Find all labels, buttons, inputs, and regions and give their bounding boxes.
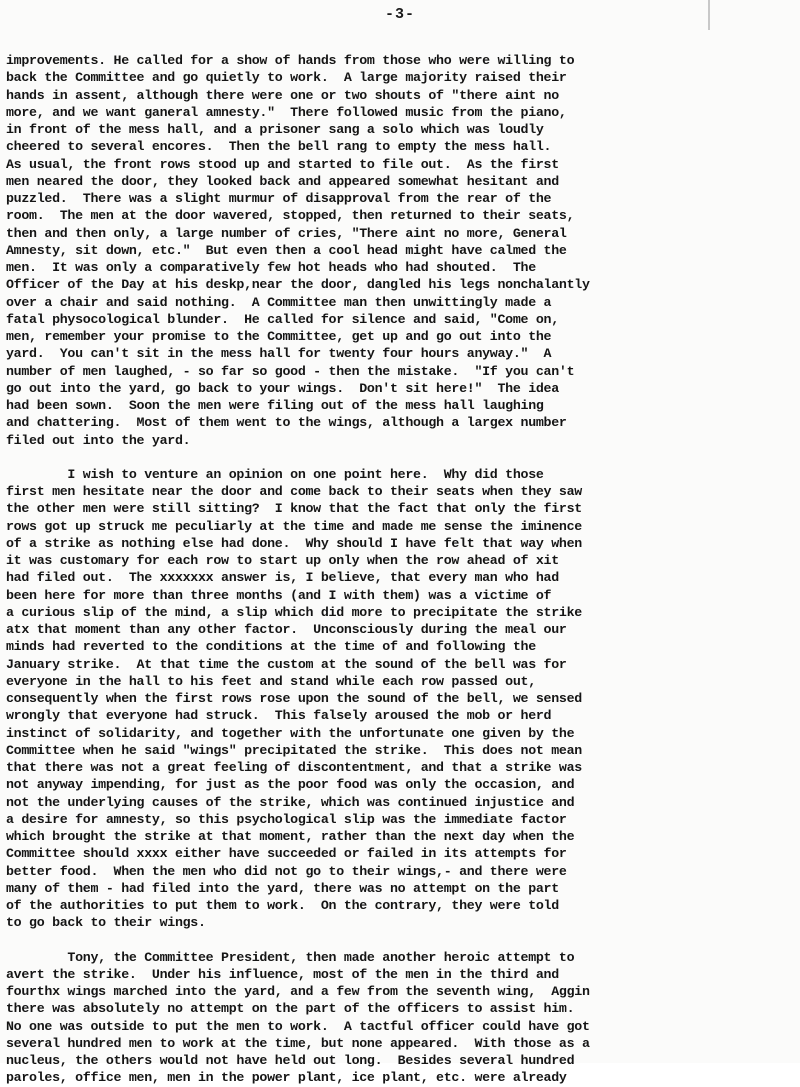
text-line: paroles, office men, men in the power plant, ice plant, etc. were already (6, 1070, 567, 1086)
text-line: puzzled. There was a slight murmur of disapproval from the rear of the (6, 191, 552, 206)
text-line: Officer of the Day at his deskp,near the door, dangled his legs nonchalantly (6, 277, 590, 293)
text-line: more, and we want ganeral amnesty." There followed music from the piano, (6, 104, 567, 120)
text-line: then and then only, a large number of cries, "There aint no more, General (6, 225, 567, 241)
text-line: room. The men at the door wavered, stopped, then returned to their seats, (6, 208, 575, 224)
text-line: wrongly that everyone had struck. This falsely aroused the mob or herd (6, 708, 552, 724)
text-line: in front of the mess hall, and a prisoner sang a solo which was loudly (6, 122, 544, 137)
text-line: everyone in the hall to his feet and stand while each row passed out, (6, 673, 536, 689)
text-line: instinct of solidarity, and together with the unfortunate one given by the (6, 725, 575, 741)
text-line: atx that moment than any other factor. Unconsciously during the meal our (6, 622, 567, 637)
paragraph (6, 949, 796, 1087)
text-line: go out into the yard, go back to your wings. Don't sit here!" The idea (6, 380, 559, 396)
text-line: over a chair and said nothing. A Committee man then unwittingly made a (6, 294, 552, 310)
text-line: improvements. He called for a show of hands from those who were willing to (6, 53, 575, 68)
text-line: men neared the door, they looked back and appeared somewhat hesitant and (6, 173, 559, 189)
text-line: avert the strike. Under his influence, most of the men in the third and (6, 966, 559, 982)
text-line: filed out into the yard. (6, 432, 191, 448)
text-line: to go back to their wings. (6, 915, 206, 931)
text-line: No one was outside to put the men to work. A tactful officer could have got (6, 1018, 590, 1034)
text-line: Committee when he said "wings" precipitated the strike. This does not mean (6, 742, 582, 758)
text-line: been here for more than three months (and I with them) was a victime of (6, 587, 552, 603)
text-line: there was absolutely no attempt on the part of the officers to assist him. (6, 1001, 575, 1017)
text-line: hands in assent, although there were one or two shouts of "there aint no (6, 87, 559, 103)
text-line: January strike. At that time the custom at the sound of the bell was for (6, 656, 567, 672)
text-line: better food. When the men who did not go to their wings,- and there were (6, 863, 567, 879)
text-line: first men hesitate near the door and come back to their seats when they saw (6, 484, 582, 499)
text-line: back the Committee and go quietly to work. A large majority raised their (6, 70, 567, 86)
text-line: cheered to several encores. Then the bell rang to empty the mess hall. (6, 139, 552, 155)
text-line: that there was not a great feeling of discontentment, and that a strike was (6, 760, 582, 775)
text-line: As usual, the front rows stood up and started to file out. As the first (6, 156, 559, 172)
text-line: had filed out. The xxxxxxx answer is, I believe, that every man who had (6, 570, 559, 586)
text-line: several hundred men to work at the time, but none appeared. With those as a (6, 1035, 590, 1051)
text-line: which brought the strike at that moment, rather than the next day when the (6, 829, 575, 844)
text-line: consequently when the first rows rose upon the sound of the bell, we sensed (6, 691, 582, 706)
page-body (6, 52, 796, 1087)
text-line: yard. You can't sit in the mess hall for twenty four hours anyway." A (6, 346, 552, 362)
text-line: it was customary for each row to start up only when the row ahead of xit (6, 553, 559, 568)
paragraph (6, 52, 796, 449)
text-line: not anyway impending, for just as the poor food was only the occasion, and (6, 777, 575, 793)
text-line: many of them - had filed into the yard, there was no attempt on the part (6, 880, 559, 896)
text-line: had been sown. Soon the men were filing out of the mess hall laughing (6, 398, 544, 413)
paragraph (6, 466, 796, 932)
text-line: men, remember your promise to the Committee, get up and go out into the (6, 329, 552, 344)
text-line: a desire for amnesty, so this psychological slip was the immediate factor (6, 811, 567, 827)
text-line: not the underlying causes of the strike, which was continued injustice and (6, 794, 575, 810)
text-line: fourthx wings marched into the yard, and a few from the seventh wing, Aggin (6, 984, 590, 999)
text-line: nucleus, the others would not have held out long. Besides several hundred (6, 1053, 575, 1068)
text-line: Amnesty, sit down, etc." But even then a cool head might have calmed the (6, 242, 567, 258)
text-line: minds had reverted to the conditions at the time of and following the (6, 639, 536, 655)
text-line: rows got up struck me peculiarly at the time and made me sense the iminence (6, 518, 582, 534)
text-line: Tony, the Committee President, then made another heroic attempt to (6, 949, 575, 965)
text-line: of the authorities to put them to work. On the contrary, they were told (6, 898, 559, 913)
text-line: fatal physocological blunder. He called for silence and said, "Come on, (6, 311, 559, 327)
text-line: the other men were still sitting? I know that the fact that only the first (6, 501, 582, 517)
text-line: of a strike as nothing else had done. Why should I have felt that way when (6, 535, 582, 551)
text-line: men. It was only a comparatively few hot heads who had shouted. The (6, 260, 536, 275)
text-line: and chattering. Most of them went to the wings, although a largex number (6, 415, 567, 431)
text-line: Committee should xxxx either have succeeded or failed in its attempts for (6, 846, 567, 862)
text-line: number of men laughed, - so far so good - then the mistake. "If you can't (6, 363, 575, 379)
page-number: -3- (384, 6, 415, 23)
text-line: a curious slip of the mind, a slip which did more to precipitate the strike (6, 604, 582, 620)
text-line: I wish to venture an opinion on one point here. Why did those (6, 466, 544, 482)
